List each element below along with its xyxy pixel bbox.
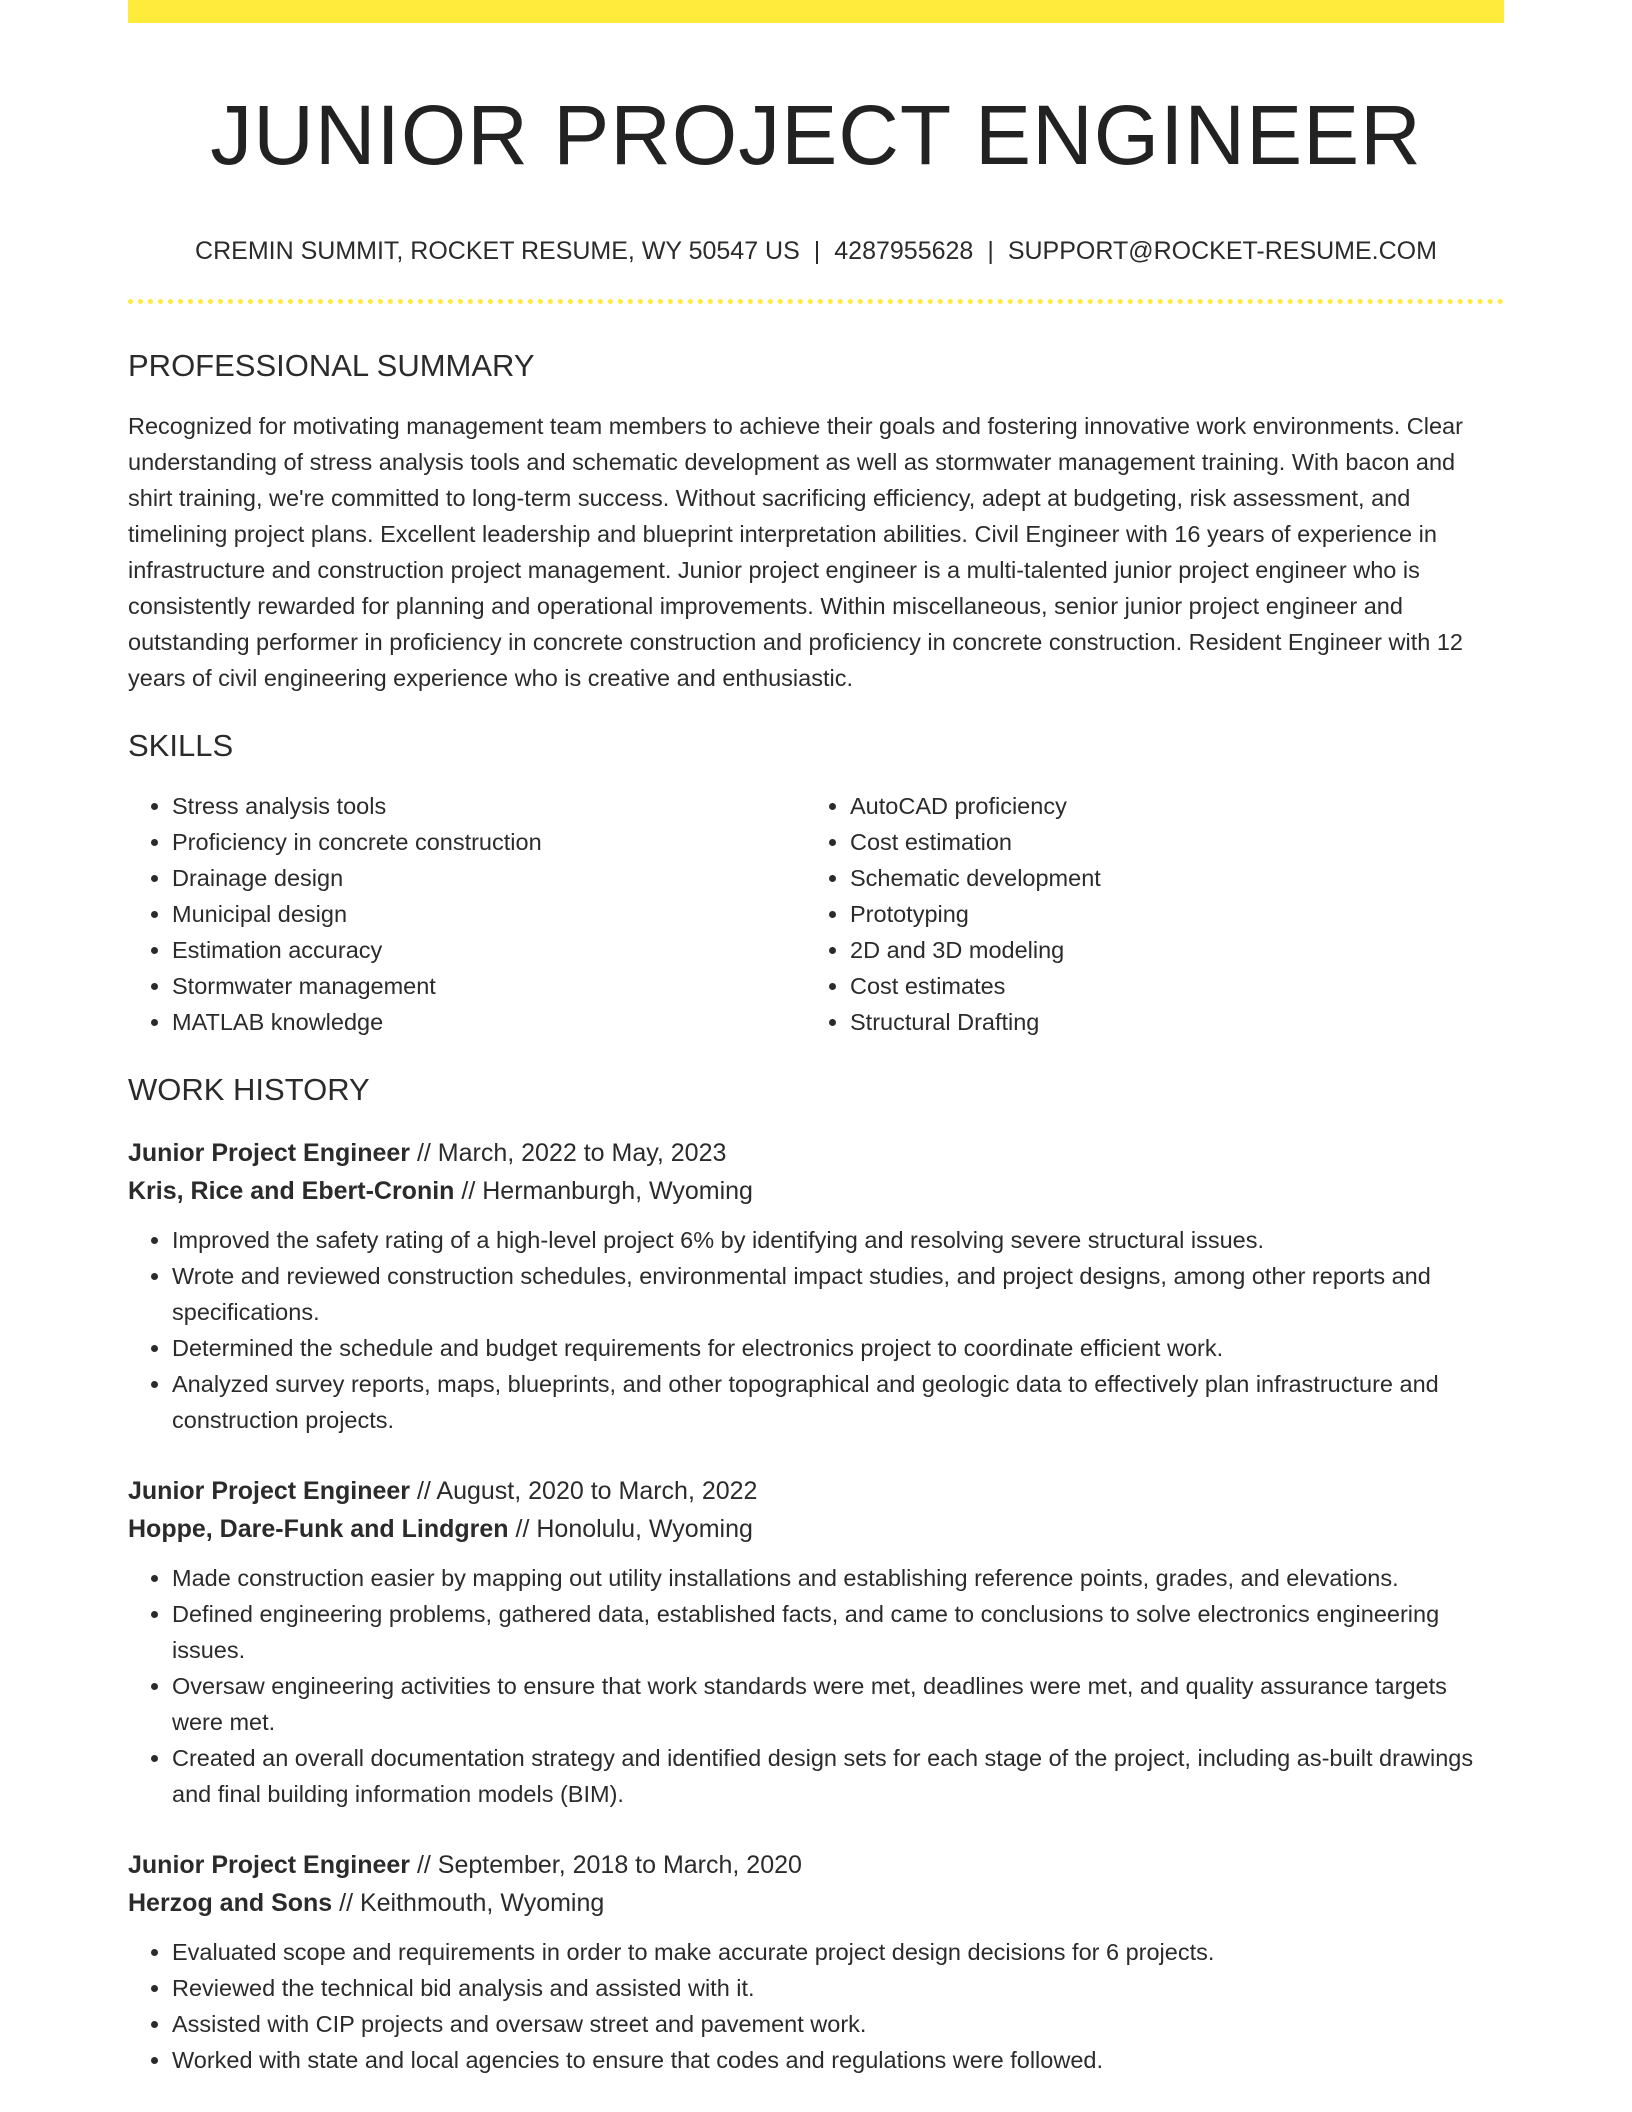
contact-line bbox=[128, 235, 1504, 267]
address: CREMIN SUMMIT, ROCKET RESUME, WY 50547 US bbox=[195, 237, 800, 265]
job-location: // Honolulu, Wyoming bbox=[508, 1515, 753, 1543]
job-company: Hoppe, Dare-Funk and Lindgren bbox=[128, 1515, 509, 1543]
job-entry bbox=[128, 1846, 1504, 2078]
job-dates: // September, 2018 to March, 2020 bbox=[410, 1851, 802, 1879]
skill-item: • Stormwater management bbox=[172, 968, 806, 1004]
job-bullet: • Worked with state and local agencies to ensure that codes and regulations were followed. bbox=[172, 2042, 1504, 2078]
job-company-line bbox=[128, 1884, 1504, 1922]
job-company: Herzog and Sons bbox=[128, 1889, 333, 1917]
skills-column-right bbox=[806, 788, 1484, 1040]
skill-item: • Schematic development bbox=[850, 860, 1484, 896]
job-company-line bbox=[128, 1172, 1504, 1210]
job-role: Junior Project Engineer bbox=[128, 1851, 411, 1879]
job-bullet: • Wrote and reviewed construction schedules, environmental impact studies, and project designs, among other reports and specifications. bbox=[172, 1258, 1504, 1330]
job-title-line bbox=[128, 1846, 1504, 1884]
skills-heading: SKILLS bbox=[128, 728, 234, 763]
job-title-line bbox=[128, 1472, 1504, 1510]
skill-item: • Proficiency in concrete construction bbox=[172, 824, 806, 860]
resume-page bbox=[128, 0, 1504, 2078]
skills-list bbox=[128, 788, 1504, 1040]
job-bullet: • Improved the safety rating of a high-level project 6% by identifying and resolving severe structural issues. bbox=[172, 1222, 1504, 1258]
skill-item: • MATLAB knowledge bbox=[172, 1004, 806, 1040]
job-bullet: • Reviewed the technical bid analysis and assisted with it. bbox=[172, 1970, 1504, 2006]
job-role: Junior Project Engineer bbox=[128, 1139, 411, 1167]
job-bullet: • Oversaw engineering activities to ensure that work standards were met, deadlines were met, and quality assurance targets were met. bbox=[172, 1668, 1504, 1740]
job-dates: // August, 2020 to March, 2022 bbox=[410, 1477, 758, 1505]
job-role: Junior Project Engineer bbox=[128, 1477, 411, 1505]
skill-item: • Cost estimation bbox=[850, 824, 1484, 860]
resume-name: JUNIOR PROJECT ENGINEER bbox=[210, 88, 1422, 182]
skill-item: • Municipal design bbox=[172, 896, 806, 932]
job-bullet: • Assisted with CIP projects and oversaw street and pavement work. bbox=[172, 2006, 1504, 2042]
email[interactable]: SUPPORT@ROCKET-RESUME.COM bbox=[1007, 237, 1437, 265]
skill-item: • Drainage design bbox=[172, 860, 806, 896]
skill-item: • Prototyping bbox=[850, 896, 1484, 932]
job-bullet: • Created an overall documentation strategy and identified design sets for each stage of the project, including as-built drawings and final building information models (BIM). bbox=[172, 1740, 1504, 1812]
skill-item: • 2D and 3D modeling bbox=[850, 932, 1484, 968]
skill-item: • Estimation accuracy bbox=[172, 932, 806, 968]
summary-heading: PROFESSIONAL SUMMARY bbox=[128, 348, 535, 383]
skill-item: • AutoCAD proficiency bbox=[850, 788, 1484, 824]
work-history-heading: WORK HISTORY bbox=[128, 1072, 370, 1107]
job-entry bbox=[128, 1472, 1504, 1812]
job-company-line bbox=[128, 1510, 1504, 1548]
header-divider bbox=[128, 299, 1504, 304]
skill-item: • Cost estimates bbox=[850, 968, 1484, 1004]
job-bullet: • Determined the schedule and budget requirements for electronics project to coordinate efficient work. bbox=[172, 1330, 1504, 1366]
skill-item: • Stress analysis tools bbox=[172, 788, 806, 824]
summary-text: Recognized for motivating management team members to achieve their goals and fostering innovative work environments. Clear understanding of stress analysis tools and schematic development as well as stormwater management training. With bacon and shirt training, we're committed to long-term success. Without sacrificing efficiency, adept at budgeting, risk assessment, and timelining project plans. Excellent leadership and blueprint interpretation abilities. Civil Engineer with 16 years of experience in infrastructure and construction project management. Junior project engineer is a multi-talented junior project engineer who is consistently rewarded for planning and operational improvements. Within miscellaneous, senior junior project engineer and outstanding performer in proficiency in concrete construction and proficiency in concrete construction. Resident Engineer with 12 years of civil engineering experience who is creative and enthusiastic. bbox=[128, 413, 1463, 691]
contact-separator: | bbox=[987, 237, 994, 265]
accent-bar bbox=[128, 0, 1504, 23]
job-location: // Keithmouth, Wyoming bbox=[332, 1889, 605, 1917]
skill-item: • Structural Drafting bbox=[850, 1004, 1484, 1040]
job-company: Kris, Rice and Ebert-Cronin bbox=[128, 1177, 455, 1205]
job-location: // Hermanburgh, Wyoming bbox=[454, 1177, 753, 1205]
job-bullets bbox=[128, 1222, 1504, 1438]
job-bullet: • Evaluated scope and requirements in order to make accurate project design decisions for 6 projects. bbox=[172, 1934, 1504, 1970]
job-title-line bbox=[128, 1134, 1504, 1172]
job-bullets bbox=[128, 1934, 1504, 2078]
job-entry bbox=[128, 1134, 1504, 1438]
skills-column-left bbox=[128, 788, 806, 1040]
job-dates: // March, 2022 to May, 2023 bbox=[410, 1139, 727, 1167]
job-bullet: • Made construction easier by mapping out utility installations and establishing reference points, grades, and elevations. bbox=[172, 1560, 1504, 1596]
job-bullet: • Defined engineering problems, gathered data, established facts, and came to conclusions to solve electronics engineering issues. bbox=[172, 1596, 1504, 1668]
phone: 4287955628 bbox=[834, 237, 974, 265]
job-bullets bbox=[128, 1560, 1504, 1812]
job-bullet: • Analyzed survey reports, maps, blueprints, and other topographical and geologic data to effectively plan infrastructure and construction projects. bbox=[172, 1366, 1504, 1438]
contact-separator: | bbox=[813, 237, 821, 265]
